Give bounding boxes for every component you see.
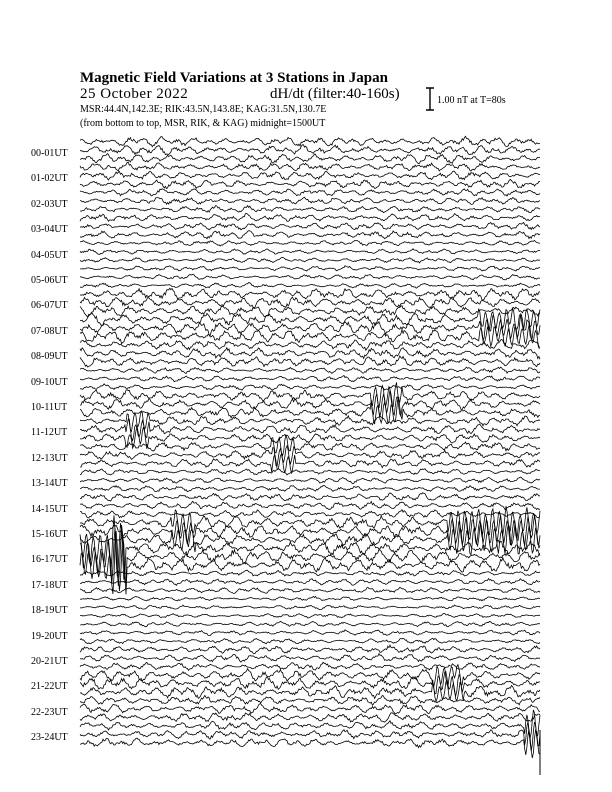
hour-label: 05-06UT [31,275,68,286]
trace-msr-18-19ut [80,614,540,619]
trace-rik-20-21ut [80,654,540,663]
trace-rik-17-18ut [80,579,540,586]
hour-label: 02-03UT [31,198,68,210]
trace-rik-23-24ut [80,722,540,751]
trace-rik-01-02ut [80,171,540,180]
trace-rik-18-19ut [80,605,540,610]
trace-msr-04-05ut [80,258,540,263]
trace-kag-08-09ut [80,340,540,351]
trace-msr-13-14ut [80,485,540,491]
trace-rik-02-03ut [80,197,540,204]
hour-label: 20-21UT [31,656,68,667]
chart-date: 25 October 2022 [80,86,189,102]
trace-msr-22-23ut [80,713,540,722]
hour-label: 04-05UT [31,249,68,261]
trace-msr-06-07ut [80,306,540,317]
trace-group [80,136,540,775]
hour-label: 08-09UT [31,351,68,363]
trace-kag-17-18ut [80,570,540,576]
hour-label: 18-19UT [31,605,68,617]
trace-kag-19-20ut [80,621,540,626]
trace-msr-09-10ut [80,384,540,390]
scale-bar-mark [426,88,434,110]
trace-msr-16-17ut [80,531,540,594]
trace-kag-20-21ut [80,645,540,654]
trace-rik-05-06ut [80,274,540,279]
trace-kag-15-16ut [80,506,540,539]
trace-msr-19-20ut [80,638,540,644]
trace-msr-11-12ut [80,426,540,449]
trace-rik-19-20ut [80,630,540,636]
trace-msr-02-03ut [80,205,540,212]
trace-msr-05-06ut [80,283,540,289]
trace-msr-03-04ut [80,231,540,239]
hour-label: 14-15UT [31,503,68,515]
trace-msr-20-21ut [80,662,540,670]
trace-kag-02-03ut [80,189,540,196]
trace-kag-05-06ut [80,266,540,271]
station-coordinates: MSR:44.4N,142.3E; RIK:43.5N,143.8E; KAG:31.5N,130.7E [80,104,327,115]
hour-label: 15-16UT [31,529,68,540]
trace-rik-14-15ut [80,501,540,509]
trace-kag-13-14ut [80,469,540,475]
trace-rik-15-16ut [80,515,540,546]
hour-label: 19-20UT [31,630,68,642]
trace-msr-08-09ut [80,356,540,367]
trace-kag-09-10ut [80,367,540,373]
chart-metric: dH/dt (filter:40-160s) [270,86,400,102]
trace-rik-06-07ut [80,297,540,308]
trace-rik-03-04ut [80,223,540,230]
hour-label: 17-18UT [31,579,68,591]
trace-msr-21-22ut [80,680,540,701]
trace-kag-03-04ut [80,213,540,221]
hour-label: 16-17UT [31,554,68,566]
hour-label: 13-14UT [31,478,68,490]
trace-kag-18-19ut [80,596,540,601]
hour-label: 11-12UT [31,427,68,439]
trace-kag-14-15ut [80,493,540,501]
hour-label: 22-23UT [31,706,68,718]
trace-kag-00-01ut [80,136,540,146]
trace-msr-01-02ut [80,180,540,189]
hour-label: 03-04UT [31,224,68,236]
hour-label: 06-07UT [31,300,68,312]
hour-label: 10-11UT [31,402,68,413]
hour-label: 09-10UT [31,376,68,388]
trace-kag-01-02ut [80,162,540,171]
trace-rik-22-23ut [80,704,540,714]
hour-label: 21-22UT [31,681,68,693]
station-order-note: (from bottom to top, MSR, RIK, & KAG) midnight=1500UT [80,118,326,129]
trace-msr-00-01ut [80,154,540,164]
hour-label: 23-24UT [31,732,68,744]
hour-label: 07-08UT [31,325,68,337]
trace-rik-13-14ut [80,477,540,484]
trace-msr-17-18ut [80,587,540,593]
hour-label: 12-13UT [31,452,68,464]
hour-label: 00-01UT [31,148,68,159]
hour-label: 01-02UT [31,173,68,185]
scale-bar [426,88,434,110]
trace-rik-21-22ut [80,672,540,696]
trace-rik-09-10ut [80,376,540,382]
trace-kag-04-05ut [80,240,540,246]
trace-rik-08-09ut [80,348,540,360]
scale-bar-label: 1.00 nT at T=80s [437,95,506,106]
trace-rik-00-01ut [80,145,540,155]
trace-rik-04-05ut [80,249,540,255]
trace-rik-16-17ut [80,525,540,586]
chart-title: Magnetic Field Variations at 3 Stations in Japan [80,70,388,86]
